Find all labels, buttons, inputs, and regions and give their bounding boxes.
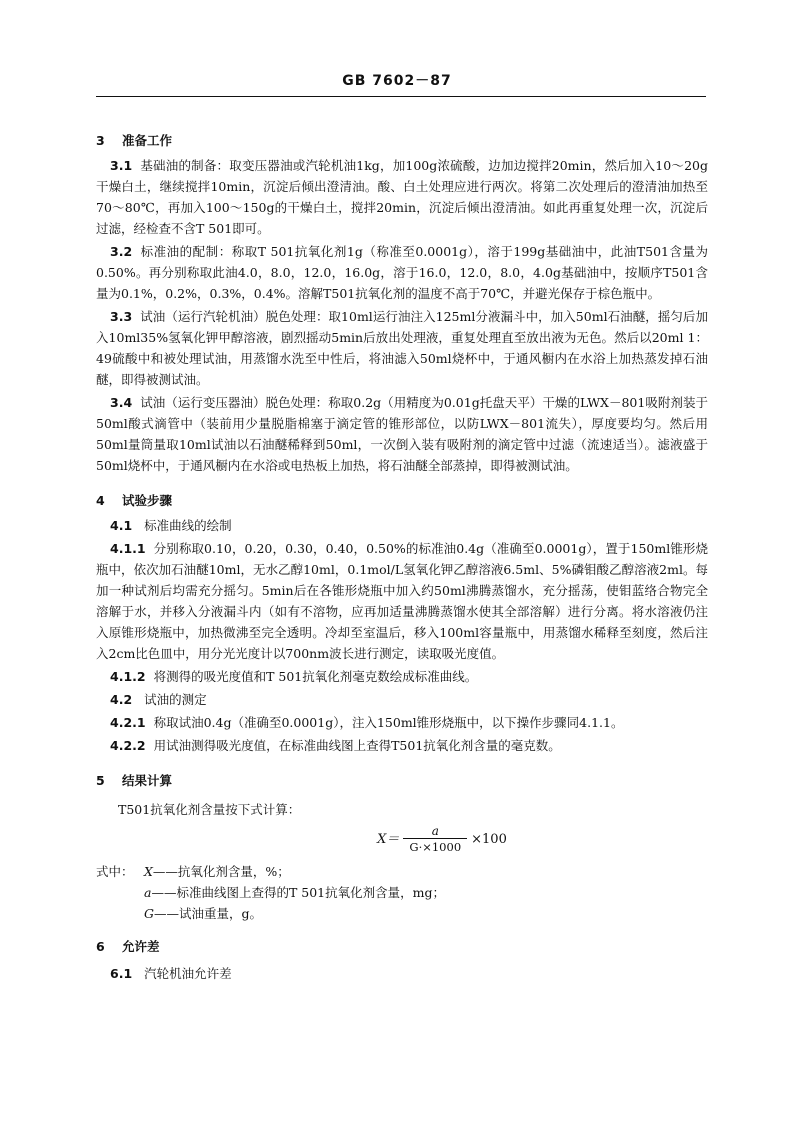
formula-fraction [403, 824, 467, 855]
variable-row [96, 903, 708, 924]
paragraph-4-1-2 [96, 666, 708, 687]
formula-numerator: a [431, 824, 439, 838]
subheading-4-2 [96, 689, 708, 710]
variable-description: ——试油重量，g。 [154, 906, 263, 921]
clause-text: 用试油测得吸光度值，在标准曲线图上查得T501抗氧化剂含量的毫克数。 [153, 738, 561, 753]
variable-symbol: X [144, 864, 153, 879]
subheading-4-1 [96, 515, 708, 536]
clause-text: 试油（运行汽轮机油）脱色处理：取10ml运行油注入125ml分液漏斗中，加入50ml石油醚，摇匀后加入10ml35%氢氧化钾甲醇溶液，剧烈摇动5min后放出处理液，重复处理直至放出液为无色。然后以20ml 1：49硫酸中和被处理试油，用蒸馏水洗至中性后，将油滤入50ml烧杯中，于通风橱内在水浴上加热蒸发掉石油醚，即得被测试油。 [96, 309, 708, 387]
section-number: 6 [96, 939, 105, 954]
formula-denominator: G·×1000 [409, 840, 462, 854]
clause-text: 试油（运行变压器油）脱色处理：称取0.2g（用精度为0.01g托盘天平）干燥的LWX－801吸附剂装于50ml酸式滴管中（装前用少量脱脂棉塞于滴定管的锥形部位，以防LWX－801流失），厚度要均匀。然后用50ml量筒量取10ml试油以石油醚稀释到50ml，一次倒入装有吸附剂的滴定管中过滤（流速适当）。滤液盛于50ml烧杯中，于通风橱内在水浴或电热板上加热，将石油醚全部蒸掉，即得被测试油。 [96, 395, 708, 473]
clause-text: 基础油的制备：取变压器油或汽轮机油1kg，加100g浓硫酸，边加边搅拌20min，然后加入10～20g干燥白土，继续搅拌10min，沉淀后倾出澄清油。酸、白土处理应进行两次。将第二次处理后的澄清油加热至70～80℃，再加入100～150g的干燥白土，搅拌20min，沉淀后倾出澄清油。如此再重复处理一次，沉淀后过滤，经检查不含T 501即可。 [96, 158, 708, 236]
calculation-formula [176, 824, 708, 855]
document-body [96, 124, 708, 986]
variable-symbol: G [144, 906, 154, 921]
clause-number: 4.1.2 [110, 669, 146, 684]
section-4-heading [96, 490, 708, 511]
formula-lhs: X＝ [377, 832, 400, 847]
section-title: 试验步骤 [122, 493, 173, 508]
clause-number: 4.1 [110, 518, 133, 533]
clause-text: 试油的测定 [144, 692, 207, 707]
section-number: 5 [96, 773, 105, 788]
variable-row [96, 861, 708, 882]
clause-number: 4.2.1 [110, 715, 146, 730]
paragraph-3-2 [96, 241, 708, 304]
variable-row [96, 882, 708, 903]
clause-number: 6.1 [110, 966, 133, 981]
header-rule [96, 96, 706, 97]
section-title: 准备工作 [122, 133, 173, 148]
paragraph-4-2-2 [96, 735, 708, 756]
clause-number: 4.1.1 [110, 541, 146, 556]
clause-number: 3.4 [110, 395, 133, 410]
clause-text: 标准曲线的绘制 [144, 518, 232, 533]
variable-description: ——抗氧化剂含量，%； [152, 864, 290, 879]
clause-text: 称取试油0.4g（准确至0.0001g），注入150ml锥形烧瓶中，以下操作步骤同4.1.1。 [153, 715, 624, 730]
clause-number: 3.3 [110, 309, 133, 324]
clause-text: 标准油的配制：称取T 501抗氧化剂1g（称准至0.0001g），溶于199g基础油中，此油T501含量为0.50%。再分别称取此油4.0，8.0，12.0，16.0g，溶于16.0，12.0，8.0，4.0g基础油中，按顺序T501含量为0.1%，0.2%，0.3%，0.4%。溶解T501抗氧化剂的温度不高于70℃，并避光保存于棕色瓶中。 [96, 244, 708, 301]
clause-number: 4.2 [110, 692, 133, 707]
variable-description: ——标准曲线图上查得的T 501抗氧化剂含量，mg； [151, 885, 445, 900]
paragraph-4-2-1 [96, 712, 708, 733]
page-header: GB 7602－87 [342, 73, 452, 89]
formula-intro: T501抗氧化剂含量按下式计算： [118, 802, 301, 817]
variable-definitions [96, 861, 708, 924]
clause-text: 分别称取0.10，0.20，0.30，0.40，0.50%的标准油0.4g（准确至0.0001g），置于150ml锥形烧瓶中，依次加石油醚10ml，无水乙醇10ml，0.1mol/L氢氧化钾乙醇溶液6.5ml、5%磷钼酸乙醇溶液2ml。每加一种试剂后均需充分摇匀。5min后在各锥形烧瓶中加入约50ml沸腾蒸馏水，充分摇荡，使钼蓝络合物完全溶解于水，并移入分液漏斗内（如有不溶物，应再加适量沸腾蒸馏水使其全部溶解）进行分离。将水溶液仍注入原锥形烧瓶中，加热微沸至完全透明。冷却至室温后，移入100ml容量瓶中，用蒸馏水稀释至刻度，然后注入2cm比色皿中，用分光光度计以700nm波长进行测定，读取吸光度值。 [96, 541, 708, 661]
clause-number: 3.1 [110, 158, 133, 173]
subheading-6-1 [96, 963, 708, 984]
formula-rhs: ×100 [471, 832, 507, 847]
where-lead: 式中： [96, 864, 134, 879]
paragraph-3-3 [96, 306, 708, 390]
clause-text: 汽轮机油允许差 [144, 966, 232, 981]
section-6-heading [96, 936, 708, 957]
section-number: 4 [96, 493, 105, 508]
clause-number: 4.2.2 [110, 738, 146, 753]
paragraph-4-1-1 [96, 538, 708, 664]
paragraph-3-1 [96, 155, 708, 239]
section-number: 3 [96, 133, 105, 148]
clause-text: 将测得的吸光度值和T 501抗氧化剂毫克数绘成标准曲线。 [153, 669, 478, 684]
section-title: 结果计算 [122, 773, 173, 788]
variable-symbol: a [144, 885, 152, 900]
clause-number: 3.2 [110, 244, 133, 259]
paragraph-3-4 [96, 392, 708, 476]
section-title: 允许差 [122, 939, 160, 954]
section-3-heading [96, 130, 708, 151]
section-5-heading [96, 770, 708, 791]
